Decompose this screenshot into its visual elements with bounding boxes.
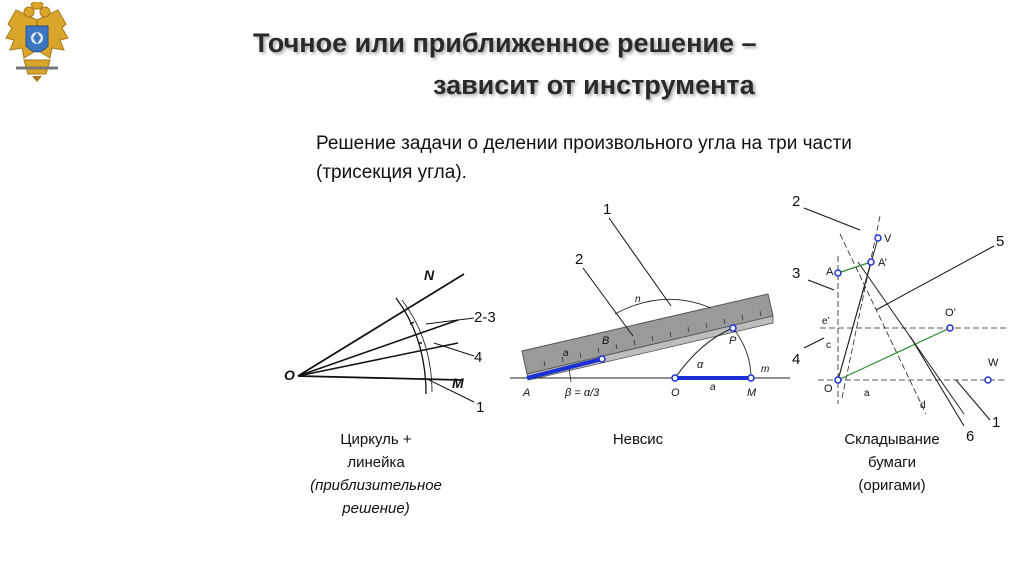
- leader-5: [876, 246, 994, 310]
- line-fold: [842, 216, 880, 398]
- label-o-prime: O’: [945, 307, 956, 319]
- label-5: 5: [996, 233, 1005, 250]
- caption-compass-line-1: Циркуль +: [340, 431, 412, 448]
- emblem-logo: [2, 2, 72, 84]
- point-v: [875, 235, 881, 241]
- label-d: d: [920, 400, 926, 411]
- label-alpha: α: [697, 359, 704, 371]
- title-line-2: зависит от инструмента: [433, 70, 755, 100]
- subtitle-line-2: (трисекция угла).: [316, 162, 467, 183]
- caption-compass-line-2: линейка: [347, 454, 405, 471]
- caption-origami: [822, 428, 962, 497]
- label-v: V: [884, 233, 892, 245]
- label-1: 1: [603, 201, 612, 218]
- green-a-ap: [838, 262, 871, 273]
- caption-origami-line-2: бумаги: [867, 454, 917, 471]
- label-beta: β = α/3: [565, 387, 600, 399]
- caption-compass-line-4: решение): [342, 500, 410, 517]
- leader-1: [609, 218, 671, 306]
- compass-ruler-figure: [276, 250, 512, 420]
- label-e: e’: [822, 316, 830, 327]
- label-b: B: [602, 335, 610, 347]
- label-a-line: a: [864, 388, 870, 399]
- label-1: 1: [992, 414, 1001, 431]
- caption-neusis: Невсис: [612, 431, 664, 448]
- label-a-prime: A’: [878, 257, 887, 269]
- point-b: [599, 356, 605, 362]
- point-w: [985, 377, 991, 383]
- origami-figure: [780, 186, 1020, 456]
- label-w: W: [988, 357, 999, 369]
- point-p: [730, 325, 736, 331]
- label-m-small: m: [761, 364, 770, 375]
- label-n: n: [635, 294, 641, 305]
- leader-3: [808, 280, 834, 290]
- point-o-prime: [947, 325, 953, 331]
- label-m: M: [747, 387, 757, 399]
- point-a-prime: [868, 259, 874, 265]
- caption-origami-line-3: (оригами): [858, 477, 926, 494]
- caption-compass-line-3: (приблизительное: [310, 477, 442, 494]
- caption-origami-line-1: Складывание: [844, 431, 940, 448]
- label-m: M: [452, 375, 464, 391]
- label-a: A: [523, 387, 531, 399]
- leader-2: [583, 268, 633, 336]
- label-6: 6: [966, 428, 975, 445]
- point-o: [835, 377, 841, 383]
- label-o: O: [284, 367, 295, 383]
- label-p: P: [729, 335, 737, 347]
- label-n: N: [424, 267, 435, 283]
- point-o: [672, 375, 678, 381]
- label-4: 4: [792, 351, 801, 368]
- ruler: [522, 294, 773, 374]
- subtitle-line-1: Решение задачи о делении произвольного угла на три части: [316, 133, 852, 154]
- point-m: [748, 375, 754, 381]
- title-line-1: Точное или приближенное решение –: [253, 28, 757, 58]
- point-a: [835, 270, 841, 276]
- label-a: A: [826, 266, 834, 278]
- neusis-figure: [505, 196, 795, 406]
- label-o: O: [671, 387, 680, 399]
- label-3: 3: [792, 265, 801, 282]
- leader-4: [804, 338, 824, 348]
- label-a-seg1: a: [563, 348, 569, 359]
- label-c: c: [826, 340, 831, 351]
- label-a-seg2: a: [710, 382, 716, 393]
- label-2: 2: [792, 193, 801, 210]
- label-2: 2: [575, 251, 584, 268]
- label-o: O: [824, 383, 833, 395]
- label-2-3: 2-3: [474, 309, 496, 326]
- label-4: 4: [474, 349, 483, 366]
- label-1: 1: [476, 399, 485, 416]
- leader-2: [804, 208, 860, 230]
- leader-6: [910, 336, 964, 426]
- caption-compass: [296, 428, 456, 520]
- leader-1: [956, 380, 990, 420]
